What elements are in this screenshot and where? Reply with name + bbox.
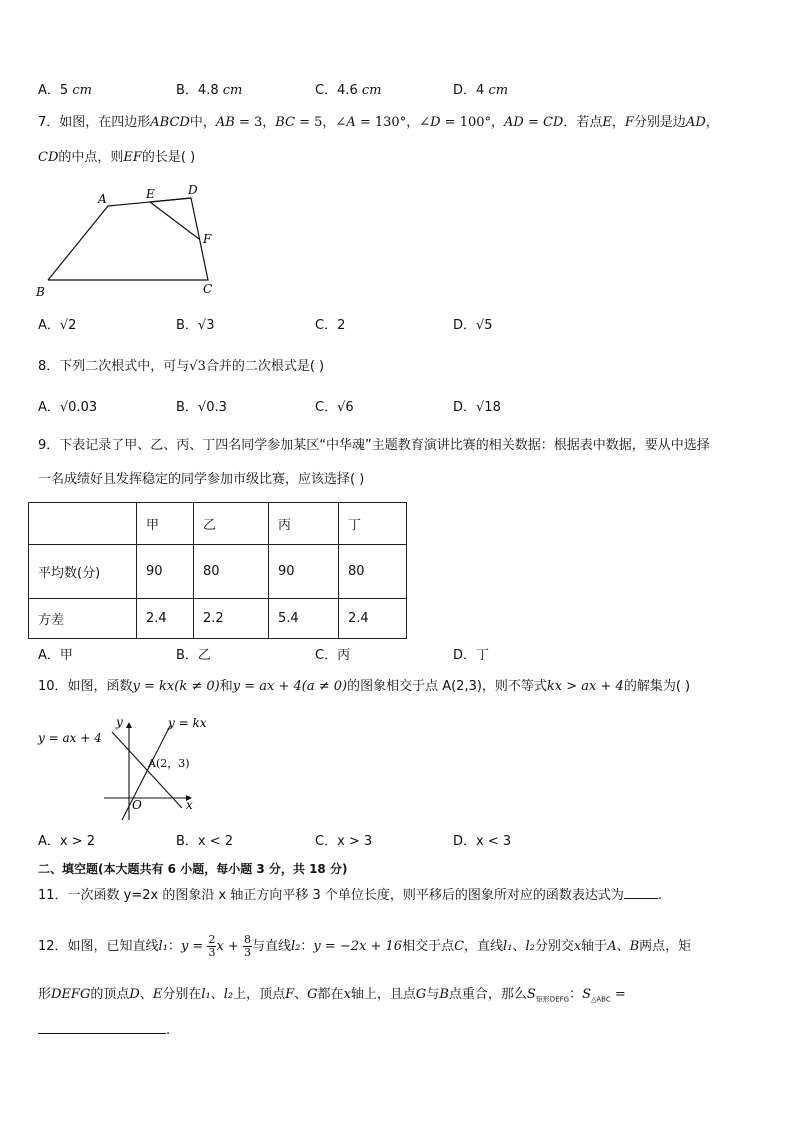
table-cell: 方差 bbox=[29, 599, 137, 639]
q10-option-a: A．x > 2 bbox=[38, 834, 96, 849]
table-cell: 90 bbox=[137, 545, 194, 599]
q10-label-x: x bbox=[186, 798, 193, 812]
table-cell: 90 bbox=[269, 545, 339, 599]
q12-fraction-2: $\frac{8}{3}$ bbox=[243, 933, 251, 959]
q7-option-d: D．√5 bbox=[453, 318, 493, 333]
q10-option-b: B．x < 2 bbox=[176, 834, 234, 849]
q9-score-table bbox=[28, 502, 407, 639]
q8-option-d: D．√18 bbox=[453, 400, 501, 415]
table-cell: 丙 bbox=[269, 503, 339, 545]
q11-text: 11．一次函数 y=2x 的图象沿 x 轴正方向平移 3 个单位长度，则平移后的图象所对应的函数表达式为 . bbox=[38, 888, 662, 903]
table-row bbox=[29, 545, 407, 599]
table-cell: 甲 bbox=[137, 503, 194, 545]
q7-segment-ed bbox=[150, 198, 191, 202]
table-cell: 乙 bbox=[194, 503, 269, 545]
q7-label-d: D bbox=[188, 183, 198, 197]
q10-label-y: y bbox=[116, 715, 123, 729]
q12-answer-line: . bbox=[38, 1022, 170, 1040]
q11-answer-blank bbox=[624, 898, 658, 899]
section-heading: 二、填空题(本大题共有 6 小题，每小题 3 分，共 18 分) bbox=[38, 862, 348, 876]
q9-option-d: D．丁 bbox=[453, 648, 490, 663]
q8-option-b: B．√0.3 bbox=[176, 400, 227, 415]
q10-y-arrow bbox=[126, 722, 132, 728]
q9-line1: 9．下表记录了甲、乙、丙、丁四名同学参加某区“中华魂”主题教育演讲比赛的相关数据：根据表中数据，要从中选择 bbox=[38, 438, 710, 453]
q7-line2: CD的中点，则EF的长是( ) bbox=[38, 150, 196, 165]
q6-option-b: B．4.8 cm bbox=[176, 83, 243, 98]
q10-label-origin: O bbox=[132, 798, 142, 812]
q12-fraction-1: $\frac{2}{3}$ bbox=[208, 933, 216, 959]
q10-label-line1: y = ax + 4 bbox=[38, 731, 102, 745]
q7-segment-ef bbox=[150, 202, 199, 239]
table-cell: 5.4 bbox=[269, 599, 339, 639]
q7-label-b: B bbox=[36, 285, 45, 299]
q12-line1: 12．如图，已知直线l₁：y = $\frac{2}{3}$ x + $\frac{8}{3}$ 与直线l₂：y = −2x + 16相交于点C，直线l₁、l₂分别交x轴于A、B两点，矩 bbox=[38, 933, 692, 959]
q7-label-f: F bbox=[203, 232, 212, 246]
q10-label-point-a: A(2，3) bbox=[148, 757, 190, 770]
table-cell: 2.2 bbox=[194, 599, 269, 639]
q7-option-a: A．√2 bbox=[38, 318, 77, 333]
table-header-row bbox=[29, 503, 407, 545]
table-cell: 80 bbox=[194, 545, 269, 599]
q7-quadrilateral-figure bbox=[30, 180, 230, 300]
q12-answer-blank bbox=[38, 1033, 166, 1034]
q6-option-c: C．4.6 cm bbox=[315, 83, 382, 98]
table-cell: 平均数(分) bbox=[29, 545, 137, 599]
table-row bbox=[29, 599, 407, 639]
q7-label-c: C bbox=[203, 282, 213, 296]
q6-option-a: A．5 cm bbox=[38, 83, 92, 98]
table-cell bbox=[29, 503, 137, 545]
q10-option-d: D．x < 3 bbox=[453, 834, 512, 849]
q9-option-c: C．丙 bbox=[315, 648, 351, 663]
table-cell: 2.4 bbox=[339, 599, 407, 639]
q10-option-c: C．x > 3 bbox=[315, 834, 373, 849]
q8-text: 8．下列二次根式中，可与√3合并的二次根式是( ) bbox=[38, 359, 325, 374]
q7-line1: 7．如图，在四边形ABCD中，AB = 3，BC = 5，∠A = 130°，∠D = 100°，AD = CD．若点E，F分别是边AD， bbox=[38, 115, 719, 130]
q7-quad-outline bbox=[48, 198, 208, 280]
q6-option-d: D．4 cm bbox=[453, 83, 509, 98]
q9-option-a: A．甲 bbox=[38, 648, 73, 663]
table-cell: 2.4 bbox=[137, 599, 194, 639]
q9-option-b: B．乙 bbox=[176, 648, 211, 663]
q12-line2: 形DEFG的顶点D、E分别在l₁、l₂上，顶点F、G都在x轴上，且点G与B点重合，那么$S_{矩形DEFG}$：$S_{\triangle ABC}$ = bbox=[38, 987, 626, 1004]
q7-option-b: B．√3 bbox=[176, 318, 215, 333]
q9-line2: 一名成绩好且发挥稳定的同学参加市级比赛，应该选择( ) bbox=[38, 472, 365, 487]
q7-label-a: A bbox=[98, 192, 107, 206]
q10-label-line2: y = kx bbox=[168, 716, 207, 730]
q8-option-a: A．√0.03 bbox=[38, 400, 98, 415]
table-cell: 80 bbox=[339, 545, 407, 599]
table-cell: 丁 bbox=[339, 503, 407, 545]
q10-graph-figure bbox=[36, 712, 216, 824]
q10-text: 10．如图，函数y = kx(k ≠ 0)和y = ax + 4(a ≠ 0)的图象相交于点 A(2,3)，则不等式kx > ax + 4的解集为( ) bbox=[38, 679, 691, 694]
q7-label-e: E bbox=[146, 187, 155, 201]
q8-option-c: C．√6 bbox=[315, 400, 354, 415]
q7-option-c: C．2 bbox=[315, 318, 346, 333]
